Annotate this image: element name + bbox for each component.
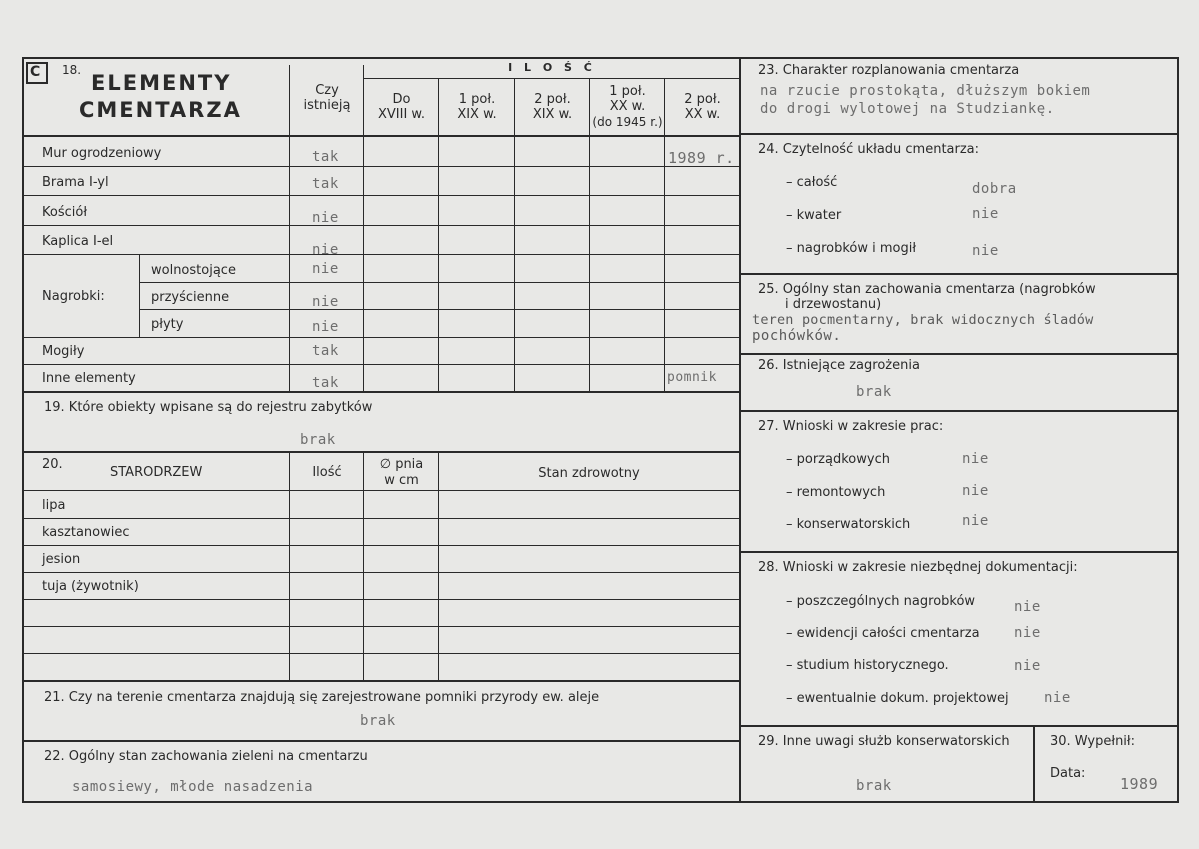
row-kosciol-label: Kościół bbox=[42, 205, 88, 220]
period-2-line1: 1 poł. bbox=[458, 92, 496, 107]
starodrzew-diam-header-2: w cm bbox=[384, 473, 419, 488]
section-24-label: 24. Czytelność układu cmentarza: bbox=[758, 142, 980, 157]
period-1-line1: Do bbox=[392, 92, 411, 107]
period-4-line1: 1 poł. bbox=[609, 84, 646, 99]
nagrobki-label: Nagrobki: bbox=[42, 289, 105, 304]
section-21-value: brak bbox=[360, 713, 396, 729]
section-27-label: 27. Wnioski w zakresie prac: bbox=[758, 419, 944, 434]
czytelnosc-kwater-label: – kwater bbox=[786, 208, 842, 223]
prace-porzadkowe-label: – porządkowych bbox=[786, 452, 890, 467]
tree-row-kasztanowiec: kasztanowiec bbox=[42, 525, 130, 540]
section-28-label: 28. Wnioski w zakresie niezbędnej dokumentacji: bbox=[758, 560, 1078, 575]
starodrzew-ilosc-header: Ilość bbox=[312, 465, 342, 480]
row-przyscienne-label: przyścienne bbox=[151, 290, 230, 305]
section-20-number: 20. bbox=[42, 457, 63, 472]
dok-ewidencji-label: – ewidencji całości cmentarza bbox=[786, 626, 980, 641]
section-25-value-2: pochówków. bbox=[752, 328, 842, 344]
tree-row-tuja: tuja (żywotnik) bbox=[42, 579, 139, 594]
czy-istnieja-header-2: istnieją bbox=[303, 98, 351, 113]
section-22-value: samosiewy, młode nasadzenia bbox=[72, 779, 314, 795]
section-21-label: 21. Czy na terenie cmentarza znajdują się zarejestrowane pomniki przyrody ew. aleje bbox=[44, 690, 600, 705]
row-mur-late20: 1989 r. bbox=[668, 149, 735, 167]
period-3-line1: 2 poł. bbox=[534, 92, 571, 107]
row-kaplica-label: Kaplica I-el bbox=[42, 234, 114, 249]
dok-projektowej-label: – ewentualnie dokum. projektowej bbox=[786, 691, 1009, 706]
section-30-label: 30. Wypełnił: bbox=[1050, 734, 1135, 749]
czytelnosc-nagrobkow-label: – nagrobków i mogił bbox=[786, 241, 917, 256]
card-code: C bbox=[30, 64, 41, 80]
row-brama-label: Brama I-yl bbox=[42, 175, 109, 190]
period-1-line2: XVIII w. bbox=[377, 107, 425, 122]
section-26-value: brak bbox=[856, 384, 892, 400]
period-4-line2: XX w. bbox=[609, 99, 646, 114]
dok-studium-value: nie bbox=[1014, 658, 1041, 674]
period-2-line2: XIX w. bbox=[457, 107, 497, 122]
row-kosciol-exists: nie bbox=[312, 210, 339, 226]
row-inne-late20: pomnik bbox=[667, 370, 717, 385]
czytelnosc-calosc-value: dobra bbox=[972, 181, 1017, 197]
dok-studium-label: – studium historycznego. bbox=[786, 658, 949, 673]
row-inne-label: Inne elementy bbox=[42, 371, 136, 386]
prace-konserwatorskie-label: – konserwatorskich bbox=[786, 517, 911, 532]
section-29-value: brak bbox=[856, 778, 892, 794]
date-label: Data: bbox=[1050, 766, 1086, 781]
section-20-title: STARODRZEW bbox=[110, 465, 203, 480]
row-mogily-exists: tak bbox=[312, 343, 339, 359]
czytelnosc-nagrobkow-value: nie bbox=[972, 243, 999, 259]
row-wolnostojace-exists: nie bbox=[312, 261, 339, 277]
prace-konserwatorskie-value: nie bbox=[962, 513, 989, 529]
row-kaplica-exists: nie bbox=[312, 242, 339, 258]
row-plyty-label: płyty bbox=[151, 317, 184, 332]
prace-remontowe-label: – remontowych bbox=[786, 485, 886, 500]
czytelnosc-kwater-value: nie bbox=[972, 206, 999, 222]
row-przyscienne-exists: nie bbox=[312, 294, 339, 310]
tree-row-jesion: jesion bbox=[42, 552, 81, 567]
dok-nagrobkow-label: – poszczególnych nagrobków bbox=[786, 594, 976, 609]
section-18-number: 18. bbox=[62, 63, 82, 77]
section-18-title-line2: CMENTARZA bbox=[79, 98, 242, 122]
czytelnosc-calosc-label: – całość bbox=[786, 175, 838, 190]
section-19-value: brak bbox=[300, 432, 336, 448]
period-3-line2: XIX w. bbox=[532, 107, 573, 122]
ilosc-header: I L O Ś Ć bbox=[508, 61, 596, 74]
section-23-value-2: do drogi wylotowej na Studziankę. bbox=[760, 101, 1055, 117]
tree-row-lipa: lipa bbox=[42, 498, 66, 513]
period-5-line1: 2 poł. bbox=[684, 92, 721, 107]
section-23-value-1: na rzucie prostokąta, dłuższym bokiem bbox=[760, 83, 1091, 99]
section-18-title-line1: ELEMENTY bbox=[91, 71, 232, 95]
date-value: 1989 bbox=[1120, 775, 1159, 793]
dok-ewidencji-value: nie bbox=[1014, 625, 1041, 641]
section-26-label: 26. Istniejące zagrożenia bbox=[758, 358, 920, 373]
section-22-label: 22. Ogólny stan zachowania zieleni na cmentarzu bbox=[44, 749, 368, 764]
dok-nagrobkow-value: nie bbox=[1014, 599, 1041, 615]
dok-projektowej-value: nie bbox=[1044, 690, 1071, 706]
section-25-label-1: 25. Ogólny stan zachowania cmentarza (nagrobków bbox=[758, 282, 1096, 297]
row-plyty-exists: nie bbox=[312, 319, 339, 335]
section-25-label-2: i drzewostanu) bbox=[785, 297, 882, 312]
starodrzew-stan-header: Stan zdrowotny bbox=[538, 466, 640, 481]
section-29-label: 29. Inne uwagi służb konserwatorskich bbox=[758, 734, 1010, 749]
prace-porzadkowe-value: nie bbox=[962, 451, 989, 467]
prace-remontowe-value: nie bbox=[962, 483, 989, 499]
section-23-label: 23. Charakter rozplanowania cmentarza bbox=[758, 63, 1020, 78]
row-mur-label: Mur ogrodzeniowy bbox=[42, 146, 162, 161]
period-4-line3: (do 1945 r.) bbox=[592, 115, 663, 129]
starodrzew-diam-header-1: ∅ pnia bbox=[379, 457, 424, 472]
row-inne-exists: tak bbox=[312, 375, 339, 391]
czy-istnieja-header-1: Czy bbox=[315, 83, 339, 98]
period-5-line2: XX w. bbox=[684, 107, 721, 122]
row-brama-exists: tak bbox=[312, 176, 339, 192]
row-wolnostojace-label: wolnostojące bbox=[151, 263, 236, 278]
row-mur-exists: tak bbox=[312, 149, 339, 165]
row-mogily-label: Mogiły bbox=[42, 344, 85, 359]
section-19-label: 19. Które obiekty wpisane są do rejestru zabytków bbox=[44, 400, 373, 415]
section-25-value-1: teren pocmentarny, brak widocznych śladów bbox=[752, 312, 1094, 328]
